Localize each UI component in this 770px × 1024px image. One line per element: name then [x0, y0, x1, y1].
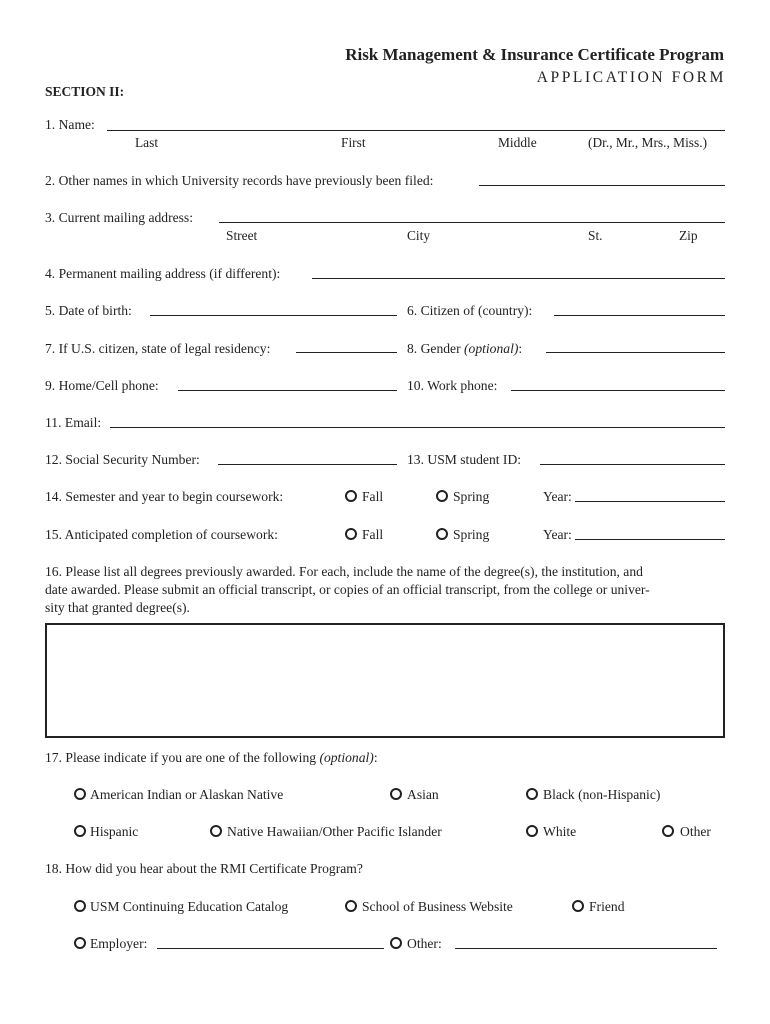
- name-sub-last: Last: [135, 135, 159, 150]
- name-sub-title: (Dr., Mr., Mrs., Miss.): [588, 135, 708, 150]
- begin-fall-radio[interactable]: [345, 490, 357, 502]
- other-names-field[interactable]: [479, 185, 725, 186]
- ethnicity-american-indian-radio[interactable]: [74, 788, 86, 800]
- residency-label: 7. If U.S. citizen, state of legal residency:: [45, 341, 271, 356]
- citizen-label: 6. Citizen of (country):: [407, 303, 533, 318]
- referral-friend-label: Friend: [589, 899, 625, 914]
- complete-fall-label: Fall: [362, 527, 384, 542]
- referral-catalog-radio[interactable]: [74, 900, 86, 912]
- current-address-label: 3. Current mailing address:: [45, 210, 193, 225]
- dob-label: 5. Date of birth:: [45, 303, 132, 318]
- begin-fall-label: Fall: [362, 489, 384, 504]
- email-field[interactable]: [110, 427, 725, 428]
- address-sub-street: Street: [226, 228, 258, 243]
- ethnicity-white-radio[interactable]: [526, 825, 538, 837]
- referral-other-field[interactable]: [455, 948, 717, 949]
- referral-website-radio[interactable]: [345, 900, 357, 912]
- name-sub-first: First: [341, 135, 366, 150]
- ssn-field[interactable]: [218, 464, 397, 465]
- ethnicity-black-label: Black (non-Hispanic): [543, 787, 661, 802]
- other-names-label: 2. Other names in which University records have previously been filed:: [45, 173, 434, 188]
- residency-field[interactable]: [296, 352, 397, 353]
- section-heading: SECTION II:: [45, 84, 125, 99]
- current-address-field[interactable]: [219, 222, 725, 223]
- home-phone-field[interactable]: [178, 390, 397, 391]
- name-label: 1. Name:: [45, 117, 95, 132]
- begin-spring-label: Spring: [453, 489, 490, 504]
- complete-year-field[interactable]: [575, 539, 725, 540]
- complete-year-label: Year:: [543, 527, 572, 542]
- name-field[interactable]: [107, 130, 725, 131]
- address-sub-city: City: [407, 228, 431, 243]
- ethnicity-other-label: Other: [680, 824, 711, 839]
- referral-other-radio[interactable]: [390, 937, 402, 949]
- referral-other-label: Other:: [407, 936, 442, 951]
- begin-year-label: Year:: [543, 489, 572, 504]
- referral-catalog-label: USM Continuing Education Catalog: [90, 899, 289, 914]
- address-sub-state: St.: [588, 228, 603, 243]
- home-phone-label: 9. Home/Cell phone:: [45, 378, 159, 393]
- ethnicity-asian-radio[interactable]: [390, 788, 402, 800]
- permanent-address-label: 4. Permanent mailing address (if different):: [45, 266, 281, 281]
- ethnicity-hispanic-label: Hispanic: [90, 824, 139, 839]
- complete-spring-label: Spring: [453, 527, 490, 542]
- completion-label: 15. Anticipated completion of coursework:: [45, 527, 278, 542]
- form-subtitle: APPLICATION FORM: [536, 69, 726, 86]
- ethnicity-label: 17. Please indicate if you are one of the following (optional):: [45, 750, 378, 765]
- degrees-instructions-line3: sity that granted degree(s).: [45, 600, 190, 615]
- referral-friend-radio[interactable]: [572, 900, 584, 912]
- student-id-field[interactable]: [540, 464, 725, 465]
- degrees-instructions-line1: 16. Please list all degrees previously awarded. For each, include the name of the degree(s), the institution, and: [45, 564, 643, 579]
- ethnicity-asian-label: Asian: [407, 787, 439, 802]
- ethnicity-black-radio[interactable]: [526, 788, 538, 800]
- complete-spring-radio[interactable]: [436, 528, 448, 540]
- ethnicity-pacific-islander-radio[interactable]: [210, 825, 222, 837]
- referral-employer-radio[interactable]: [74, 937, 86, 949]
- ethnicity-other-radio[interactable]: [662, 825, 674, 837]
- referral-website-label: School of Business Website: [362, 899, 513, 914]
- name-sub-middle: Middle: [498, 135, 537, 150]
- work-phone-label: 10. Work phone:: [407, 378, 498, 393]
- begin-semester-label: 14. Semester and year to begin coursework:: [45, 489, 284, 504]
- address-sub-zip: Zip: [679, 228, 698, 243]
- student-id-label: 13. USM student ID:: [407, 452, 522, 467]
- referral-employer-label: Employer:: [90, 936, 148, 951]
- referral-label: 18. How did you hear about the RMI Certificate Program?: [45, 861, 363, 876]
- begin-year-field[interactable]: [575, 501, 725, 502]
- permanent-address-field[interactable]: [312, 278, 725, 279]
- gender-label: 8. Gender (optional):: [407, 341, 523, 356]
- degrees-textarea[interactable]: [45, 623, 725, 738]
- complete-fall-radio[interactable]: [345, 528, 357, 540]
- referral-employer-field[interactable]: [157, 948, 384, 949]
- degrees-instructions-line2: date awarded. Please submit an official transcript, or copies of an official transcript, from the college or univer-: [45, 582, 650, 597]
- dob-field[interactable]: [150, 315, 397, 316]
- work-phone-field[interactable]: [511, 390, 725, 391]
- ethnicity-pacific-islander-label: Native Hawaiian/Other Pacific Islander: [227, 824, 442, 839]
- ethnicity-american-indian-label: American Indian or Alaskan Native: [90, 787, 284, 802]
- ssn-label: 12. Social Security Number:: [45, 452, 200, 467]
- ethnicity-hispanic-radio[interactable]: [74, 825, 86, 837]
- email-label: 11. Email:: [45, 415, 102, 430]
- ethnicity-white-label: White: [543, 824, 577, 839]
- begin-spring-radio[interactable]: [436, 490, 448, 502]
- form-title: Risk Management & Insurance Certificate Program: [345, 45, 724, 64]
- citizen-field[interactable]: [554, 315, 725, 316]
- gender-field[interactable]: [546, 352, 725, 353]
